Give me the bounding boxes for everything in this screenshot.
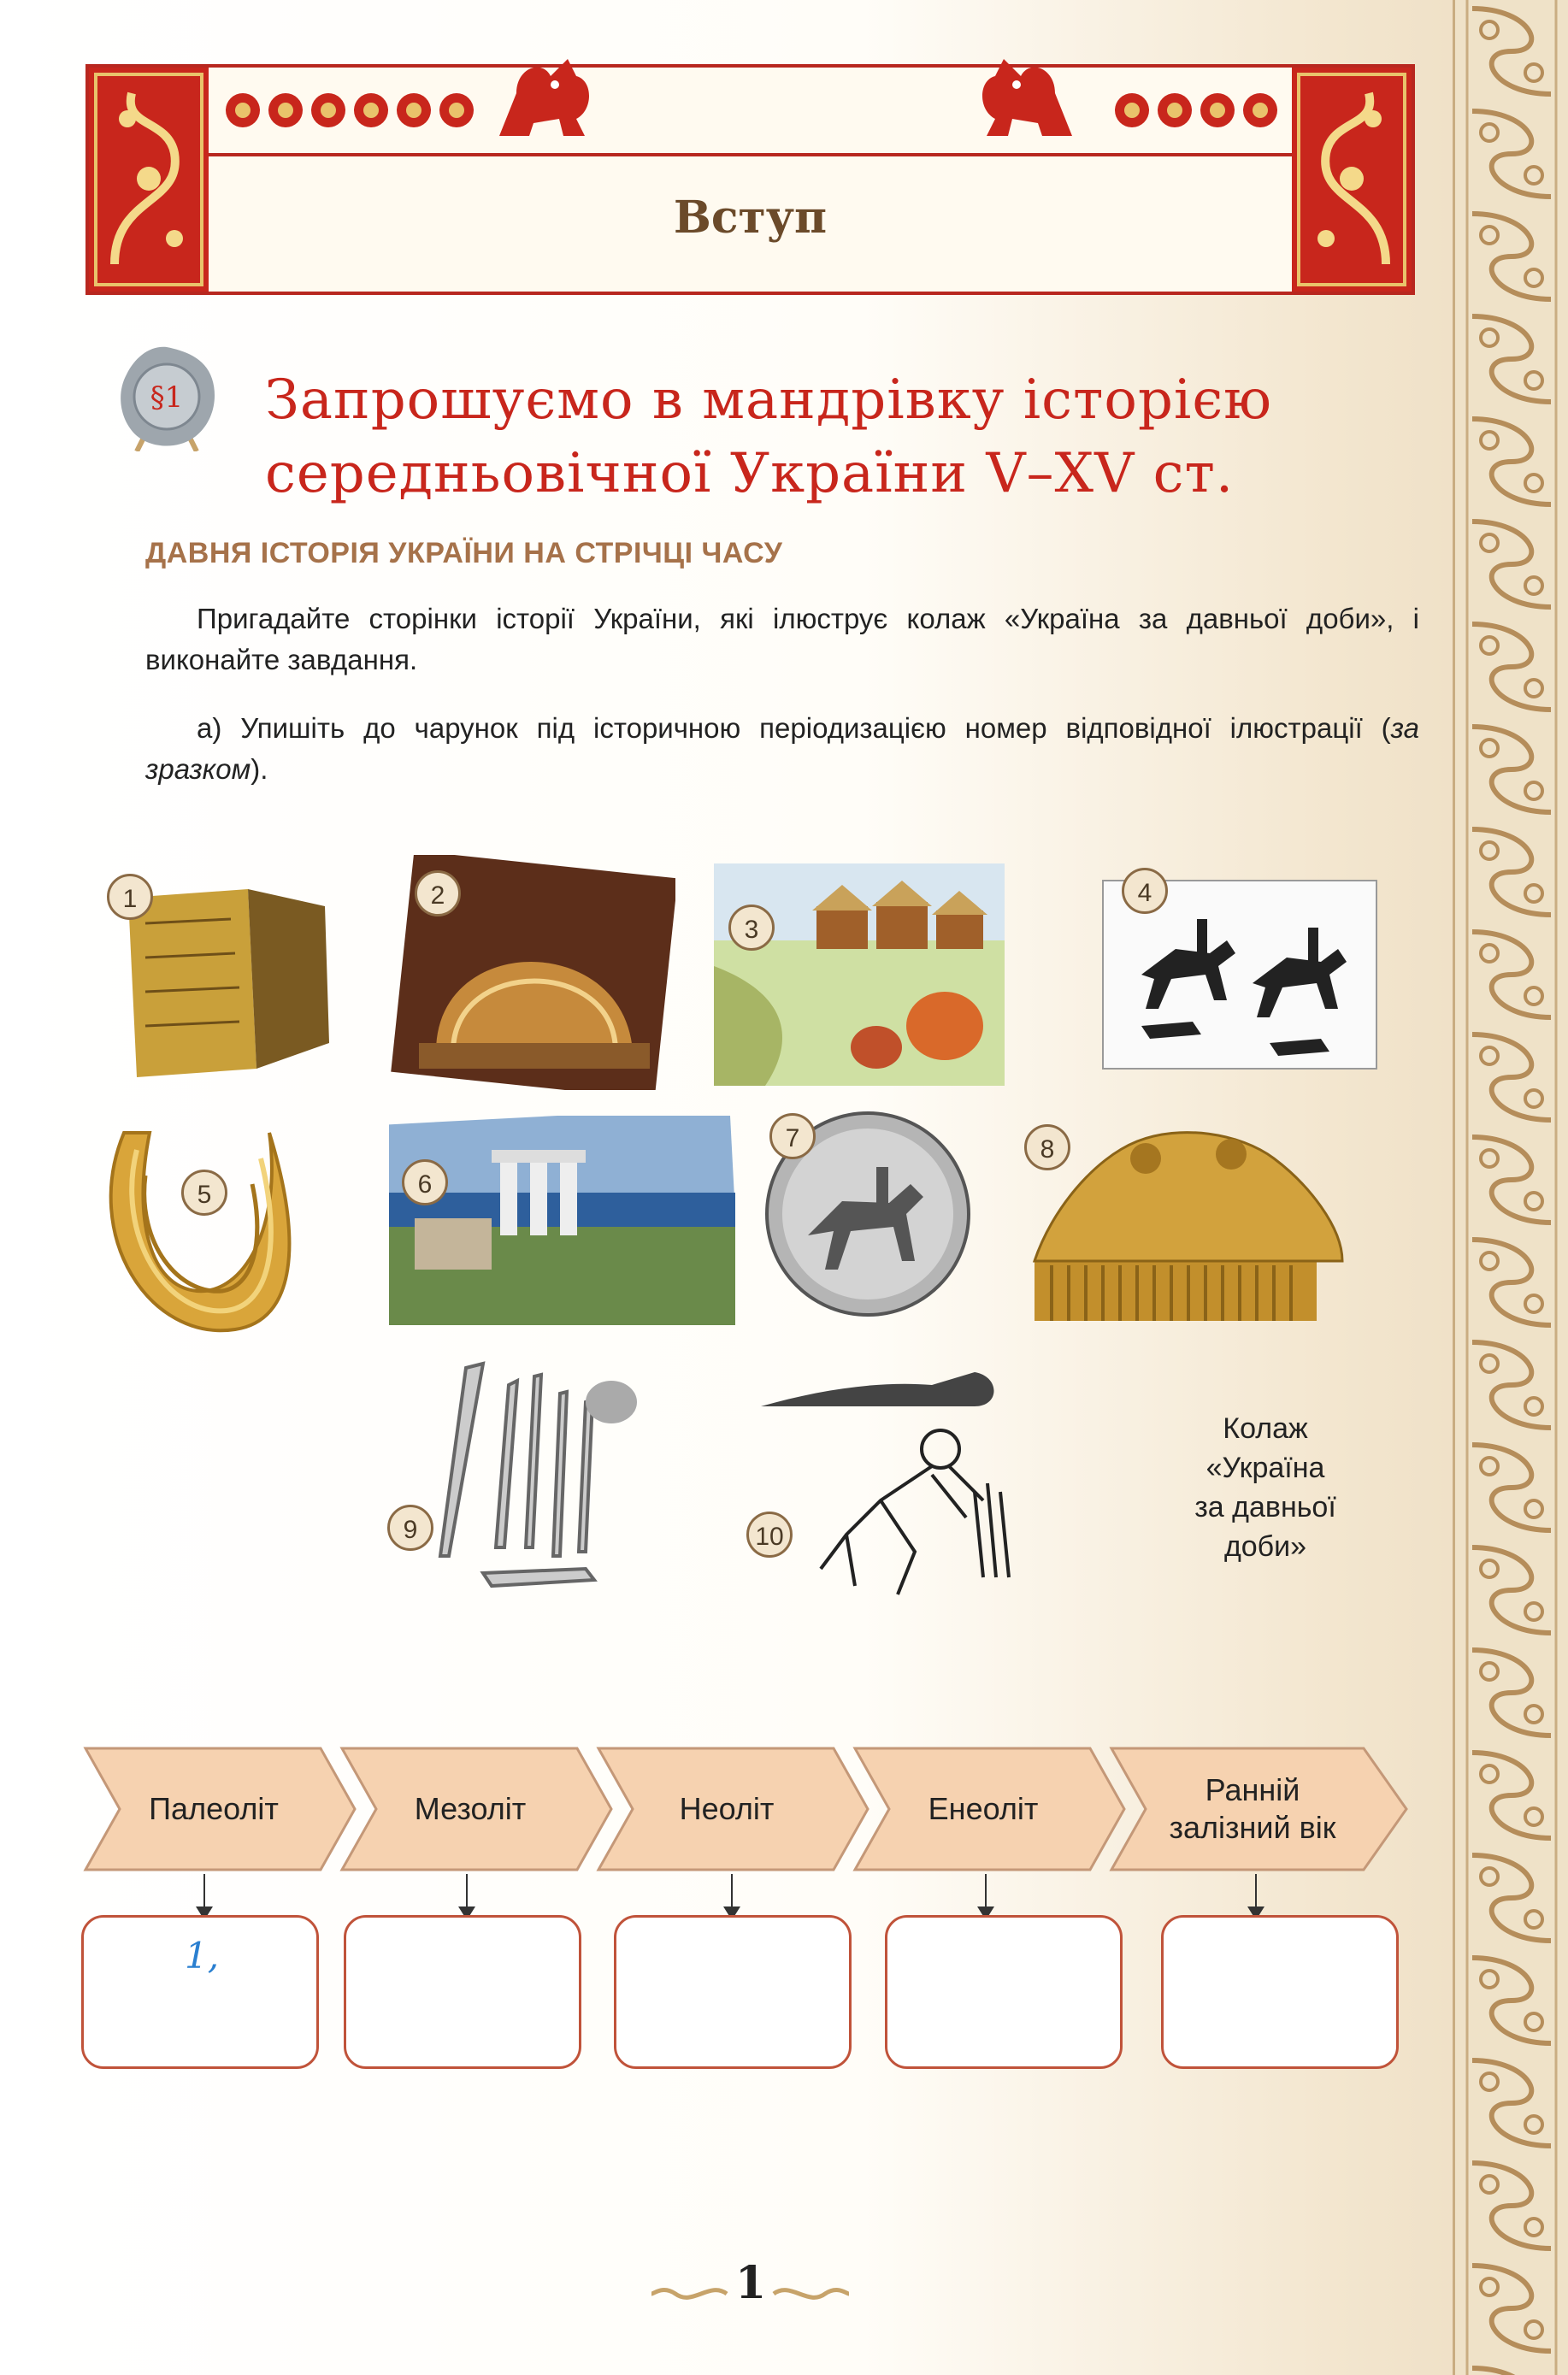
task-a-italic: за зразком: [145, 712, 1419, 785]
rosette: [1200, 93, 1235, 127]
caption-line: «Україна: [1205, 1452, 1325, 1484]
collage-caption: [1158, 1409, 1372, 1566]
subheading: ДАВНЯ ІСТОРІЯ УКРАЇНИ НА СТРІЧЦІ ЧАСУ: [145, 537, 783, 569]
period-label: Палеоліт: [149, 1791, 279, 1826]
illustration-number: 3: [728, 905, 775, 951]
rosette: [268, 93, 303, 127]
rosette: [311, 93, 345, 127]
illustration-number: 7: [769, 1113, 816, 1159]
paragraph-task-a: [145, 708, 1419, 790]
sample-answer: 1,: [185, 1935, 220, 1977]
period-arrow-early-iron-age: [1107, 1744, 1415, 1874]
page-ornament-right-icon: [769, 2281, 851, 2307]
illustration-trypillia-settlement: [714, 863, 1005, 1086]
period-label: Енеоліт: [928, 1791, 1039, 1826]
rosette: [354, 93, 388, 127]
heraldic-beast-icon: [482, 42, 610, 144]
page-ornament-left-icon: [650, 2281, 731, 2307]
illustration-number: 9: [387, 1505, 433, 1551]
illustration-gold-bracelet: [120, 872, 342, 1077]
down-arrow-icon: [1255, 1874, 1257, 1910]
illustration-gold-pectoral: [98, 1116, 295, 1351]
answer-box-eneolithic[interactable]: [885, 1915, 1123, 2069]
down-arrow-icon: [985, 1874, 987, 1910]
rosette: [397, 93, 431, 127]
period-label-line: залізний вік: [1169, 1810, 1336, 1845]
illustration-number: 4: [1122, 868, 1168, 914]
rosette: [439, 93, 474, 127]
period-label: [1107, 1744, 1398, 1874]
answer-box-mesolithic[interactable]: [344, 1915, 581, 2069]
task-a-text: а) Упишіть до чарунок під історичною періодизацією номер відповідної ілюстрації (: [197, 712, 1391, 744]
illustration-number: 1: [107, 874, 153, 920]
decorative-border-right: [1453, 0, 1568, 2375]
illustration-chersonesos-ruins: [389, 1116, 735, 1325]
chapter-title: Вступ: [673, 192, 828, 244]
period-label: Неоліт: [679, 1791, 775, 1826]
heraldic-beast-icon: [961, 42, 1089, 144]
scroll-ornament: [1455, 0, 1568, 2375]
answer-box-early-iron-age[interactable]: [1161, 1915, 1399, 2069]
paragraph-intro: Пригадайте сторінки історії України, які ілюструє колаж «Україна за давньої доби», і виконайте завдання.: [145, 603, 1419, 675]
rosette: [1243, 93, 1277, 127]
illustration-number: 5: [181, 1170, 227, 1216]
section-title-line2: середньовічної України V–XV ст.: [265, 442, 1235, 505]
illustration-number: 10: [746, 1512, 793, 1558]
illustration-number: 2: [415, 870, 461, 916]
section-title-line1: Запрошуємо в мандрівку історією: [265, 368, 1272, 432]
ornament-right: [1292, 68, 1412, 292]
period-label-line: Ранній: [1205, 1772, 1300, 1807]
rosette: [1115, 93, 1149, 127]
down-arrow-icon: [466, 1874, 468, 1910]
section-badge: §1: [150, 380, 184, 415]
caption-line: доби»: [1223, 1530, 1307, 1563]
down-arrow-icon: [203, 1874, 205, 1910]
task-a-end: ).: [251, 753, 268, 785]
down-arrow-icon: [731, 1874, 733, 1910]
illustration-stone-tools: [432, 1351, 645, 1594]
period-arrow-neolithic: [594, 1744, 876, 1874]
illustration-number: 8: [1024, 1124, 1070, 1170]
period-label: Мезоліт: [414, 1791, 527, 1826]
rosette: [226, 93, 260, 127]
period-arrow-eneolithic: [851, 1744, 1133, 1874]
period-arrow-paleolithic: [81, 1744, 363, 1874]
section-seal-icon: [111, 340, 222, 451]
illustration-number: 6: [402, 1159, 448, 1205]
rosette: [1158, 93, 1192, 127]
page-number: 1: [735, 2257, 767, 2309]
period-arrow-mesolithic: [338, 1744, 620, 1874]
answer-box-neolithic[interactable]: [614, 1915, 852, 2069]
answer-box-paleolithic[interactable]: [81, 1915, 319, 2069]
caption-line: за давньої: [1194, 1491, 1336, 1523]
illustration-reaper-drawing: [752, 1355, 1043, 1612]
caption-line: Колаж: [1223, 1412, 1308, 1445]
ornament-left: [89, 68, 209, 292]
header-band: [209, 68, 1292, 153]
section-title: [265, 363, 1272, 510]
chapter-header-frame: [85, 64, 1415, 295]
